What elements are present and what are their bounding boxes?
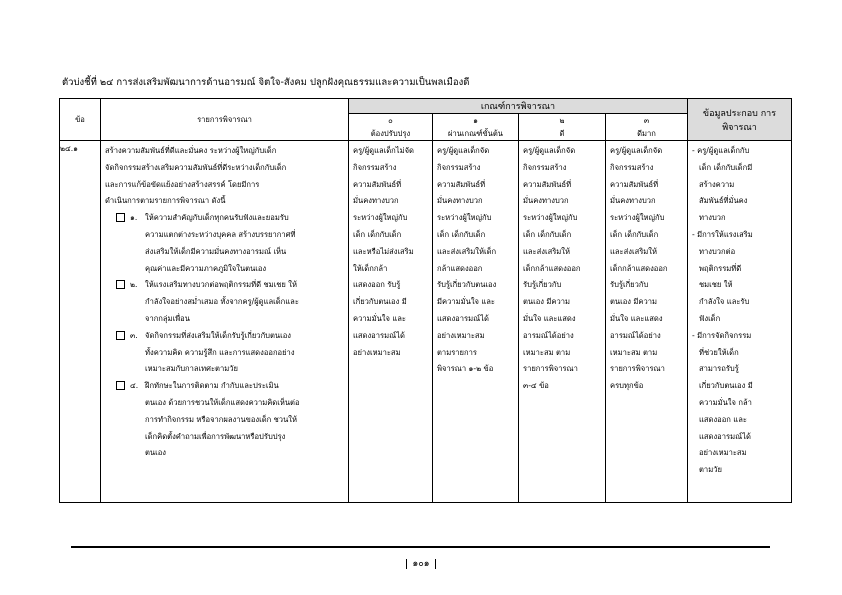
- level-text-line: กิจกรรมสร้าง: [437, 162, 481, 172]
- level-text-line: แสดงออก รับรู้: [353, 280, 401, 290]
- level-text-line: ครู/ผู้ดูแลเด็กจัด: [610, 146, 663, 155]
- level-number: ๑: [473, 116, 478, 125]
- level-text-line: มั่นคงทางบวก: [437, 196, 483, 206]
- level-text-line: ระหว่างผู้ใหญ่กับ: [437, 213, 492, 223]
- level-text-line: เด็กกล้าแสดงออก: [523, 263, 581, 273]
- checkbox-icon: [116, 331, 125, 340]
- info-note-line: แสดงอารมณ์ได้: [699, 431, 751, 441]
- level-text-line: กิจกรรมสร้าง: [610, 162, 654, 172]
- level-text-line: แสดงอารมณ์ได้: [437, 313, 489, 323]
- level-text-line: ครู/ผู้ดูแลเด็กไม่จัด: [353, 146, 414, 155]
- header-criteria: เกณฑ์การพิจารณา: [349, 99, 688, 114]
- info-note-line: ชมเชย ให้: [699, 280, 733, 290]
- info-note-line: สามารถรับรู้: [699, 364, 739, 374]
- item-intro-line: และการแก้ข้อขัดแย้งอย่างสร้างสรรค์ โดยมีการ: [105, 179, 260, 189]
- level-text-line: มั่นคงทางบวก: [353, 196, 399, 206]
- level-text-line: และส่งเสริมให้: [610, 246, 657, 256]
- checklist-item-text: ให้แรงเสริมทางบวกต่อพฤติกรรมที่ดี ชมเชย ให้: [145, 280, 297, 290]
- header-info: ข้อมูลประกอบ การพิจารณา: [688, 99, 792, 141]
- level-number: ๓: [643, 116, 650, 125]
- header-level-2: [519, 114, 606, 141]
- level-text-line: ระหว่างผู้ใหญ่กับ: [353, 213, 408, 223]
- level-label: ดี: [559, 129, 565, 138]
- level-text-line: เด็กกล้าแสดงออก: [610, 263, 668, 273]
- level-text-line: รับรู้เกี่ยวกับตนเอง: [437, 280, 497, 290]
- checklist-item-text: ตนเอง ด้วยการชวนให้เด็กแสดงความคิดเห็นต่อ: [145, 397, 300, 407]
- level-text-line: มีความมั่นใจ และ: [437, 297, 496, 307]
- header-level-0: [349, 114, 433, 141]
- level-text-line: รับรู้เกี่ยวกับ: [523, 280, 562, 290]
- level-text-line: เกี่ยวกับตนเอง มี: [353, 297, 407, 307]
- footer-rule: [71, 546, 770, 548]
- info-note-line: - ครู/ผู้ดูแลเด็กกับ: [692, 146, 750, 155]
- level-text-line: ระหว่างผู้ใหญ่กับ: [610, 213, 665, 223]
- info-note: [692, 143, 788, 227]
- header-level-3: [606, 114, 688, 141]
- checkbox-icon: [116, 381, 125, 390]
- level-text-line: เด็ก เด็กกับเด็ก: [523, 229, 572, 239]
- level-text-line: กิจกรรมสร้าง: [353, 162, 397, 172]
- info-note-line: ฟังเด็ก: [699, 313, 721, 323]
- row-number: ๒๔.๑: [60, 141, 101, 503]
- header-no: ข้อ: [60, 99, 101, 141]
- level-text-line: รายการพิจารณา: [523, 364, 578, 374]
- info-note-line: ที่ช่วยให้เด็ก: [699, 347, 739, 357]
- info-note-line: สร้างความ: [699, 179, 735, 189]
- page-number: [0, 556, 842, 570]
- level-text-line: ความสัมพันธ์ที่: [610, 179, 659, 189]
- checklist-item-number: ๔.: [130, 381, 139, 391]
- level-text-line: ครบทุกข้อ: [610, 381, 644, 391]
- level-text-line: และส่งเสริมให้: [523, 246, 570, 256]
- info-note-line: พฤติกรรมที่ดี: [699, 263, 742, 273]
- level-text-line: อย่างเหมาะสม: [353, 347, 401, 357]
- checklist-item-text: เด็กคิดตั้งคำถามเพื่อการพัฒนาหรือปรับปรุง: [145, 431, 286, 441]
- level-text-line: ความมั่นใจ และ: [353, 313, 407, 323]
- checkbox-icon: [116, 213, 125, 222]
- level-text-line: อารมณ์ได้อย่าง: [523, 330, 574, 340]
- level-text-line: มั่นใจ และแสดง: [523, 313, 576, 323]
- level-text-line: ความสัมพันธ์ที่: [437, 179, 486, 189]
- level-2-cell: [519, 141, 606, 503]
- checklist-item: [105, 210, 345, 277]
- checklist-item-number: ๑.: [130, 213, 138, 223]
- level-text-line: เหมาะสม ตาม: [610, 347, 658, 357]
- level-text-line: กล้าแสดงออก: [437, 263, 483, 273]
- checklist-item-text: ทั้งความคิด ความรู้สึก และการแสดงออกอย่าง: [145, 347, 295, 357]
- info-note-line: - มีการจัดกิจกรรม: [692, 330, 752, 340]
- info-note-line: ทางบวก: [699, 213, 726, 223]
- checklist-item: [105, 378, 345, 462]
- info-note-line: ตามวัย: [699, 465, 722, 475]
- level-text-line: และหรือไม่ส่งเสริม: [353, 246, 414, 256]
- checklist-item-text: ส่งเสริมให้เด็กมีความมั่นคงทางอารมณ์ เห็น: [145, 246, 287, 256]
- level-text-line: ตนเอง มีความ: [523, 297, 571, 307]
- info-note-line: ความมั่นใจ กล้า: [699, 397, 752, 407]
- checklist-item: [105, 328, 345, 378]
- checklist-item-text: ตนเอง: [145, 448, 166, 458]
- checklist-item-number: ๒.: [130, 280, 138, 290]
- level-text-line: เด็ก เด็กกับเด็ก: [437, 229, 486, 239]
- level-text-line: และส่งเสริมให้เด็ก: [437, 246, 497, 256]
- item-intro-line: จัดกิจกรรมสร้างเสริมความสัมพันธ์ที่ดีระหว่างเด็กกับเด็ก: [105, 162, 287, 172]
- level-text-line: พิจารณา ๑-๒ ข้อ: [437, 364, 494, 374]
- info-note: [692, 328, 788, 479]
- checklist-item-text: กำลังใจอย่างสม่ำเสมอ ทั้งจากครู/ผู้ดูแลเด็กและ: [145, 297, 299, 307]
- checklist-item-text: ฝึกทักษะในการติดตาม กำกับและประเมิน: [145, 381, 279, 391]
- level-text-line: รับรู้เกี่ยวกับ: [610, 280, 649, 290]
- item-intro-line: ดำเนินการตามรายการพิจารณา ดังนี้: [105, 196, 226, 206]
- checklist-item-text: การทำกิจกรรม หรือจากผลงานของเด็ก ชวนให้: [145, 414, 297, 424]
- level-text-line: อย่างเหมาะสม: [437, 330, 485, 340]
- checklist-item-text: คุณค่าและมีความภาคภูมิใจในตนเอง: [145, 263, 267, 273]
- level-3-cell: [606, 141, 688, 503]
- info-note-line: เกี่ยวกับตนเอง มี: [699, 381, 753, 391]
- level-0-cell: [349, 141, 433, 503]
- info-note-line: - มีการให้แรงเสริม: [692, 229, 753, 239]
- level-text-line: ครู/ผู้ดูแลเด็กจัด: [437, 146, 490, 155]
- info-cell: [688, 141, 792, 503]
- checkbox-icon: [116, 280, 125, 289]
- level-number: ๐: [388, 116, 393, 125]
- info-note-line: สัมพันธ์ที่มั่นคง: [699, 196, 748, 206]
- level-text-line: ความสัมพันธ์ที่: [523, 179, 572, 189]
- level-label: ต้องปรับปรุง: [370, 129, 411, 138]
- checklist-item: [105, 277, 345, 327]
- checklist-item-text: เหมาะสมกับกาลเทศะตามวัย: [145, 364, 238, 374]
- header-level-1: [433, 114, 519, 141]
- checklist-item-text: จัดกิจกรรมที่ส่งเสริมให้เด็กรับรู้เกี่ยวกับตนเอง: [145, 330, 291, 340]
- info-note-line: แสดงออก และ: [699, 414, 747, 424]
- level-label: ดีมาก: [637, 129, 656, 138]
- info-note-line: อย่างเหมาะสม: [699, 448, 747, 458]
- level-text-line: มั่นคงทางบวก: [523, 196, 569, 206]
- evaluation-table: [59, 98, 792, 503]
- info-note-line: กำลังใจ และรับ: [699, 297, 750, 307]
- info-note: [692, 227, 788, 328]
- level-text-line: ตามรายการ: [437, 347, 477, 357]
- level-text-line: มั่นคงทางบวก: [610, 196, 656, 206]
- level-text-line: อารมณ์ได้อย่าง: [610, 330, 661, 340]
- level-text-line: เด็ก เด็กกับเด็ก: [353, 229, 402, 239]
- info-note-line: เด็ก เด็กกับเด็กมี: [699, 162, 753, 172]
- level-text-line: กิจกรรมสร้าง: [523, 162, 567, 172]
- checklist-item-text: จากกลุ่มเพื่อน: [145, 313, 190, 323]
- level-text-line: ครู/ผู้ดูแลเด็กจัด: [523, 146, 576, 155]
- info-note-line: ทางบวกต่อ: [699, 246, 736, 256]
- indicator-title: ตัวบ่งชี้ที่ ๒๔ การส่งเสริมพัฒนาการด้านอารมณ์ จิตใจ-สังคม ปลูกฝังคุณธรรมและความเป็นพลเมืองดี: [62, 77, 470, 88]
- level-text-line: ระหว่างผู้ใหญ่กับ: [523, 213, 578, 223]
- level-text-line: ให้เด็กกล้า: [353, 263, 388, 273]
- table-row: [60, 141, 792, 503]
- level-number: ๒: [559, 116, 565, 125]
- level-1-cell: [433, 141, 519, 503]
- level-text-line: ๓-๔ ข้อ: [523, 381, 549, 391]
- level-text-line: มั่นใจ และแสดง: [610, 313, 663, 323]
- level-text-line: ความสัมพันธ์ที่: [353, 179, 402, 189]
- checklist-item-number: ๓.: [130, 330, 138, 340]
- header-item: รายการพิจารณา: [101, 99, 349, 141]
- level-label: ผ่านเกณฑ์ขั้นต้น: [448, 129, 503, 138]
- level-text-line: แสดงอารมณ์ได้: [353, 330, 405, 340]
- page-number-text: ๑๐๑: [406, 559, 437, 569]
- level-text-line: รายการพิจารณา: [610, 364, 665, 374]
- checklist-item-text: ความแตกต่างระหว่างบุคคล สร้างบรรยากาศที่: [145, 229, 296, 239]
- criteria-item-cell: [101, 141, 349, 503]
- checklist-item-text: ให้ความสำคัญกับเด็กทุกคนรับฟังและยอมรับ: [145, 213, 289, 223]
- level-text-line: ตนเอง มีความ: [610, 297, 658, 307]
- level-text-line: เด็ก เด็กกับเด็ก: [610, 229, 659, 239]
- item-intro-line: สร้างความสัมพันธ์ที่ดีและมั่นคง ระหว่างผู้ใหญ่กับเด็ก: [105, 146, 277, 155]
- level-text-line: เหมาะสม ตาม: [523, 347, 571, 357]
